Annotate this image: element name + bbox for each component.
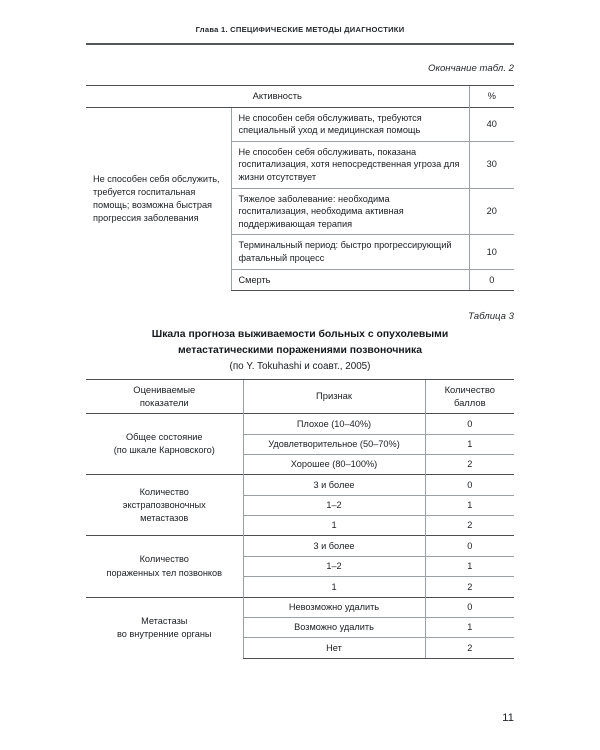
group-label-line-2: во внутренние органы	[116, 628, 212, 639]
page-number: 11	[502, 712, 514, 724]
header-score-line-2: баллов	[453, 396, 486, 408]
group-label-line-2: пораженных тел позвонков	[106, 567, 223, 578]
score-cell: 0	[425, 536, 514, 556]
running-head	[86, 24, 514, 35]
header-parameters	[86, 380, 243, 414]
sign-cell: 1–2	[243, 556, 425, 576]
score-cell: 1	[425, 495, 514, 515]
header-activity: Активность	[86, 86, 469, 108]
group-label-line-2: экстрапозвоночных	[122, 499, 206, 510]
sign-cell: Удовлетворительное (50–70%)	[243, 434, 425, 454]
activity-cell: Смерть	[231, 269, 469, 291]
running-head-rule	[86, 43, 514, 45]
activity-cell: Не способен себя обслуживать, требуются специальный уход и медицинская помощь	[231, 107, 469, 141]
score-cell: 2	[425, 516, 514, 536]
sign-cell: 1–2	[243, 495, 425, 515]
activity-cell: Тяжелое заболевание: необходима госпитализация, необходима активная поддерживающая терапия	[231, 188, 469, 235]
table-karnofsky-continuation	[86, 85, 514, 291]
percent-cell: 40	[469, 107, 514, 141]
percent-cell: 30	[469, 141, 514, 188]
percent-cell: 20	[469, 188, 514, 235]
group-label-line-2: (по шкале Карновского)	[113, 445, 215, 456]
table-row	[86, 414, 514, 434]
sign-cell: Плохое (10–40%)	[243, 414, 425, 434]
score-cell: 2	[425, 454, 514, 474]
header-score-line-1: Количество	[444, 384, 495, 395]
table-row	[86, 107, 514, 141]
group-label-line-1: Метастазы	[141, 615, 188, 626]
score-cell: 2	[425, 638, 514, 658]
table-row	[86, 536, 514, 556]
table-tokuhashi-score	[86, 379, 514, 659]
header-parameters-line-1: Оцениваемые	[133, 384, 196, 395]
header-sign: Признак	[243, 380, 425, 414]
group-label-line-1: Количество	[139, 554, 189, 565]
sign-cell: Нет	[243, 638, 425, 658]
sign-cell: 1	[243, 577, 425, 597]
table-header-row	[86, 86, 514, 108]
score-cell: 0	[425, 597, 514, 617]
group-label-cell	[86, 597, 243, 658]
table-2-title-line-1: Шкала прогноза выживаемости больных с опухолевыми	[151, 329, 449, 340]
group-label-cell	[86, 536, 243, 597]
percent-cell: 10	[469, 235, 514, 269]
activity-cell: Терминальный период: быстро прогрессирующий фатальный процесс	[231, 235, 469, 269]
score-cell: 0	[425, 414, 514, 434]
header-score	[425, 380, 514, 414]
table-header-row	[86, 380, 514, 414]
table-2-title	[86, 327, 514, 375]
group-label-cell	[86, 475, 243, 536]
header-parameters-line-2: показатели	[139, 396, 189, 408]
score-cell: 1	[425, 434, 514, 454]
score-cell: 0	[425, 475, 514, 495]
running-head-text: Глава 1. СПЕЦИФИЧЕСКИЕ МЕТОДЫ ДИАГНОСТИКИ	[195, 25, 405, 34]
table-2-title-source: (по Y. Tokuhashi и соавт., 2005)	[229, 361, 371, 372]
table-2-title-line-2: метастатическими поражениями позвоночника	[177, 344, 423, 356]
percent-cell: 0	[469, 269, 514, 291]
group-label-line-1: Общее состояние	[125, 432, 203, 443]
score-cell: 2	[425, 577, 514, 597]
activity-cell: Не способен себя обслуживать, показана госпитализация, хотя непосредственная угроза для жизни отсутствует	[231, 141, 469, 188]
group-label-line-3: метастазов	[140, 512, 189, 523]
table-2-caption: Таблица 3	[468, 311, 514, 322]
group-label-cell: Не способен себя обслужить, требуется госпитальная помощь; возможна быстрая прогрессия заболевания	[86, 107, 231, 291]
score-cell: 1	[425, 617, 514, 637]
sign-cell: 1	[243, 516, 425, 536]
sign-cell: 3 и более	[243, 536, 425, 556]
table-row	[86, 597, 514, 617]
sign-cell: Невозможно удалить	[243, 597, 425, 617]
sign-cell: Хорошее (80–100%)	[243, 454, 425, 474]
score-cell: 1	[425, 556, 514, 576]
sign-cell: 3 и более	[243, 475, 425, 495]
header-percent: %	[469, 86, 514, 108]
group-label-line-1: Количество	[139, 486, 189, 497]
table-1-caption: Окончание табл. 2	[427, 63, 514, 74]
group-label-cell	[86, 414, 243, 475]
table-row	[86, 475, 514, 495]
sign-cell: Возможно удалить	[243, 617, 425, 637]
